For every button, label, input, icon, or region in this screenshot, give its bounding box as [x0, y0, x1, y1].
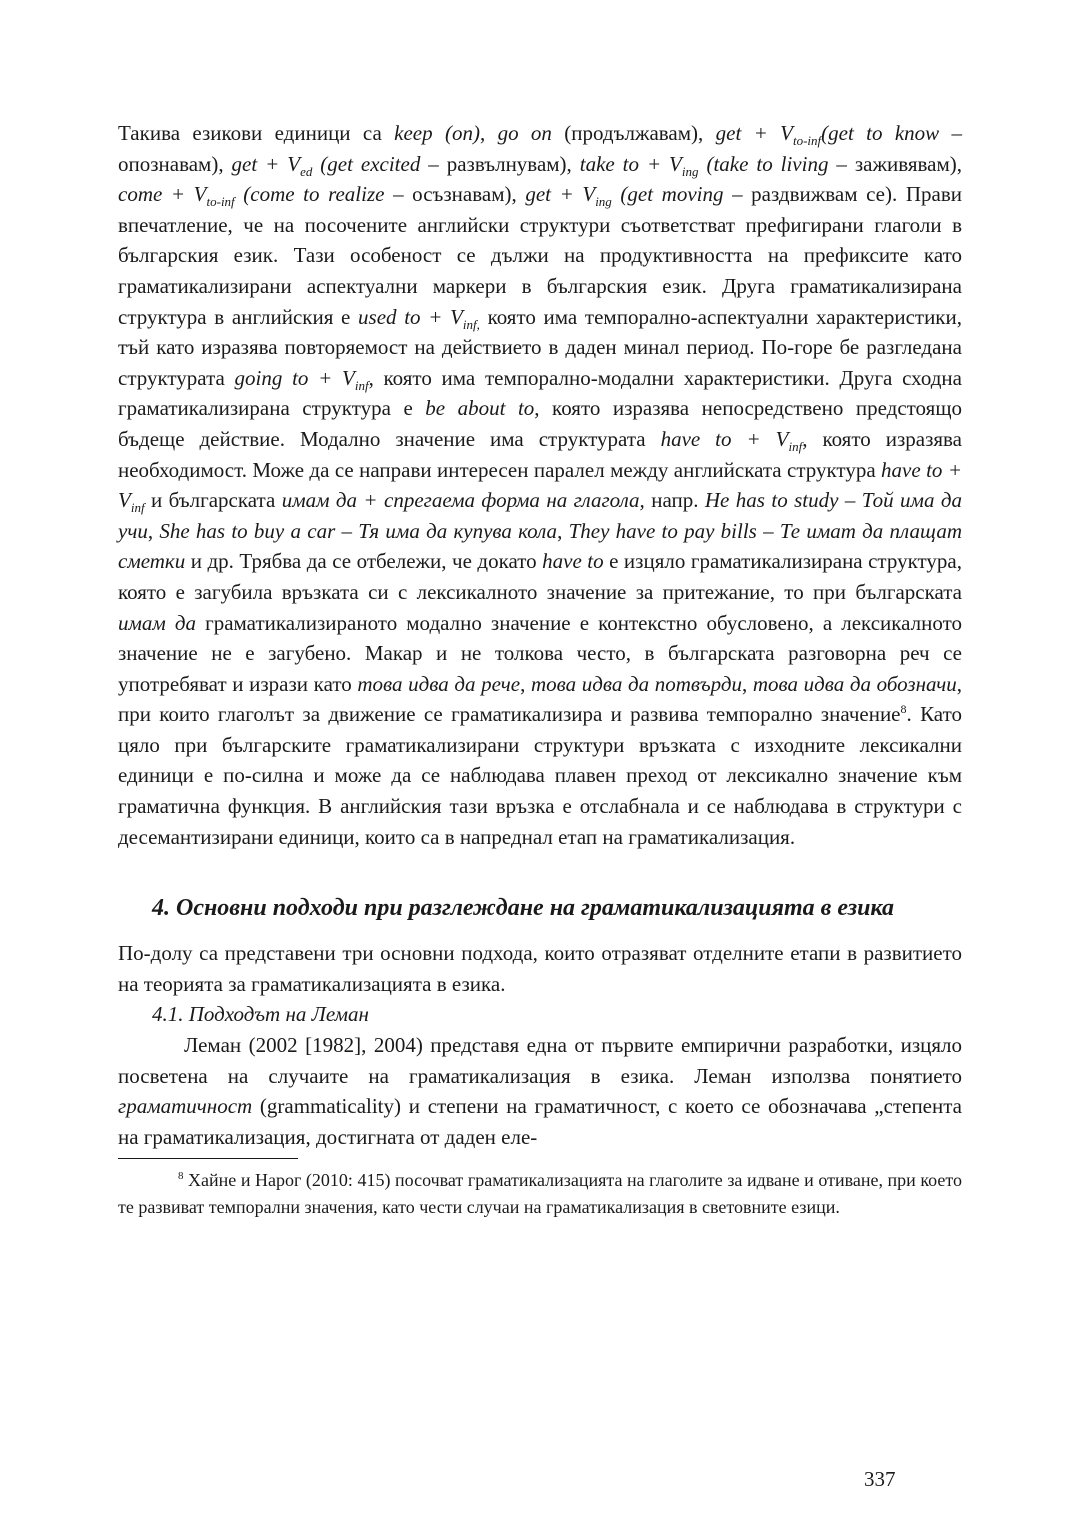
italic-example: keep (on): [394, 121, 480, 145]
italic-example: (get excited: [312, 151, 421, 176]
text-run: ,: [520, 671, 531, 696]
footnote-divider: [118, 1158, 298, 1159]
text-run: Такива езикови единици са: [118, 121, 395, 145]
text-run: ,: [147, 518, 160, 543]
italic-example: go on: [497, 121, 552, 145]
italic-example: be about to: [425, 396, 535, 421]
footnote: [118, 1167, 962, 1221]
subscript: inf: [130, 500, 145, 516]
text-run: (grammaticality) и степени на граматичност, с което се обозначава „степента на граматикализация, достигната от даден еле-: [118, 1094, 962, 1149]
italic-example: get + V: [715, 121, 793, 145]
page-body: [118, 118, 962, 1221]
italic-example: имам да: [118, 610, 197, 635]
text-run: , която изразява непосредствено предстоящо бъдеще действие. Модално значение има структурата: [118, 396, 962, 451]
subscript: ing: [595, 194, 612, 210]
text-run: Леман (2002 [1982], 2004) представя една от първите емпирични разработки, изцяло посветена на случаите на граматикализация в езика. Леман използва понятието: [118, 1033, 962, 1088]
text-run: ,: [479, 121, 498, 145]
text-run: – заживявам),: [828, 151, 963, 176]
italic-example: get + V: [231, 151, 301, 176]
italic-example: have to: [542, 549, 604, 574]
text-run: която има темпорално-аспектуални характеристики, тъй като изразява повторяемост на действието в даден минал период. По-горе бе разгледана структурата: [118, 304, 962, 390]
italic-example: get + V: [525, 182, 596, 207]
subscript: inf: [788, 438, 803, 454]
italic-example: going to + V: [234, 365, 355, 390]
italic-example: имам да + спрегаема форма на глагола,: [281, 488, 645, 513]
italic-example: used to + V: [358, 304, 463, 329]
text-run: ,: [741, 671, 753, 696]
text-run: . Като цяло при българските граматикализирани структури връзката с изходните лексикални единици е по-силна и може да се наблюдава плавен преход от лексикално значение към граматична функция. В английския тази връзка е отслабнала и се наблюдава в структури с десемантизирани единици, които са в напреднал етап на граматикализация.: [118, 702, 962, 849]
text-run: напр.: [644, 488, 705, 513]
italic-example: take to + V: [579, 151, 682, 176]
page-number: 337: [864, 1467, 896, 1491]
footnote-reference[interactable]: 8: [900, 702, 907, 717]
italic-term: граматичност: [118, 1094, 253, 1119]
subscript: to-inf: [792, 133, 822, 148]
text-run: – развълнувам),: [420, 151, 580, 176]
text-run: – осъзнавам),: [384, 182, 526, 207]
subscript: ing: [681, 163, 699, 179]
text-run: , която има темпорално-модални характеристики. Друга сходна граматикализирана структура е: [118, 365, 962, 421]
text-run: е изцяло граматикализирана структура, която е загубила връзката си с лексикалното значение за притежание, то при българската: [118, 549, 962, 604]
italic-example: He has to study – Той има да учи: [118, 488, 962, 543]
subscript: inf: [354, 377, 369, 393]
italic-example: това идва да потвърди: [530, 671, 742, 696]
italic-example: She has to buy a car – Тя има да купува кола: [159, 518, 558, 543]
subscript: inf,: [462, 316, 480, 332]
footnote-number: 8: [178, 1170, 184, 1183]
footnote-text: Хайне и Нарог (2010: 415) посочват граматикализацията на глаголите за идване и отиване, при което те развиват темпорални значения, като чести случаи на граматикализация в световните езици.: [118, 1170, 962, 1218]
italic-example: (get moving: [611, 182, 724, 207]
italic-example: (come to realize: [234, 182, 385, 207]
main-paragraph: [118, 118, 962, 852]
text-run: , при които глаголът за движение се граматикализира и развива темпорално значение: [118, 671, 962, 727]
italic-example: have to + V: [118, 457, 962, 513]
subscript: ed: [300, 163, 313, 179]
section-intro: По-долу са представени три основни подхода, които отразяват отделните етапи в развитието на теорията за граматикализацията в езика.: [118, 941, 962, 996]
text-run: (продължавам),: [551, 121, 716, 145]
italic-example: (take to living: [698, 151, 829, 176]
text-run: граматикализираното модално значение е контекстно обусловено, а лексикалното значение не е загубено. Макар и не толкова често, в българската разговорна реч се употребяват и изрази като: [118, 610, 962, 696]
text-run: – раздвижвам се). Прави впечатление, че на посочените английски структури съответстват префигирани глаголи в българския език. Тази особеност се дължи на продуктивността на префиксите като граматикализирани аспектуални маркери в българския език. Друга граматикализирана структура в английския е: [118, 182, 962, 329]
italic-example: have to + V: [660, 426, 789, 451]
italic-example: това идва да рече: [357, 671, 521, 696]
italic-example: come + V: [118, 182, 207, 207]
subscript: to-inf: [206, 194, 235, 210]
italic-example: (get to know: [821, 121, 940, 145]
text-run: и др. Трябва да се отбележи, че докато: [185, 549, 543, 574]
italic-example: They have to pay bills – Те имат да плащат сметки: [118, 518, 962, 574]
text-run: и българската: [144, 488, 282, 513]
subsection-paragraph: [118, 1030, 962, 1152]
text-run: , която изразява необходимост. Може да се направи интересен паралел между английската структура: [118, 426, 962, 482]
subsection-heading: 4.1. Подходът на Леман: [152, 1002, 369, 1027]
text-run: ,: [557, 518, 569, 543]
text-run: – опознавам),: [118, 121, 963, 176]
italic-example: това идва да обозначи: [752, 671, 957, 696]
section-heading: 4. Основни подходи при разглеждане на граматикализацията в езика: [152, 895, 894, 922]
